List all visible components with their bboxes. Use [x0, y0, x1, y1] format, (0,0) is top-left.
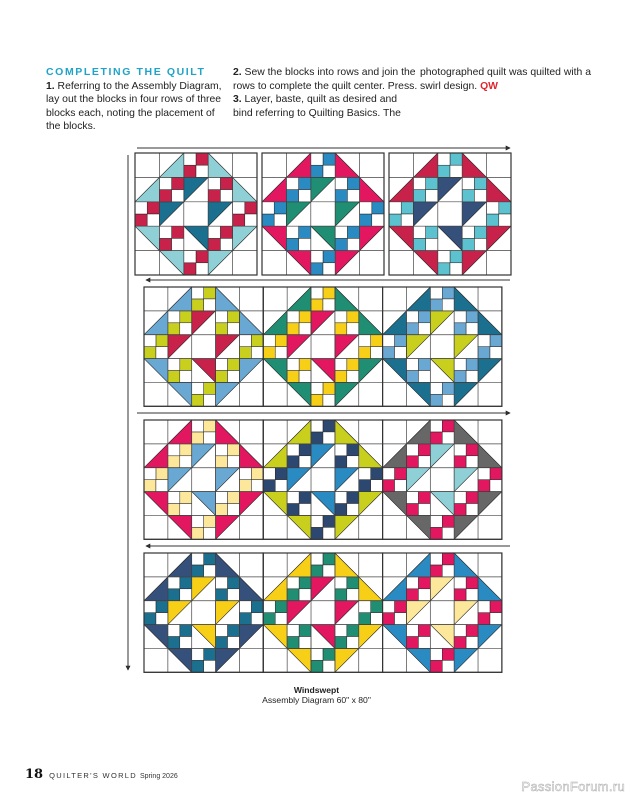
step-text: Referring to the Assembly Diagram, lay out the blocks in four rows of three blocks each, noting the placement of the blocks. — [46, 80, 222, 133]
section-heading: COMPLETING THE QUILT — [46, 66, 206, 78]
step-text: Layer, baste, quilt as desired and bind referring to Quilting Basics. The — [233, 94, 401, 119]
magazine-name: QUILTER'S WORLD — [49, 771, 137, 780]
step-text: Sew the blocks into rows and join the rows to complete the quilt center. Press. — [233, 67, 418, 92]
step-number: 1. — [46, 80, 55, 92]
end-mark: QW — [480, 80, 498, 92]
watermark: PassionForum.ru — [521, 779, 625, 794]
page-footer — [25, 767, 178, 782]
page-number: 18 — [25, 767, 44, 782]
issue-label: Spring 2026 — [139, 773, 178, 780]
step-number: 3. — [233, 94, 242, 106]
diagram-subtitle: Assembly Diagram 60" x 80" — [262, 695, 371, 705]
step-number: 2. — [233, 67, 242, 78]
diagram-title: Windswept — [293, 685, 340, 695]
continuation-text: photographed quilt was quilted with a swirl design. — [420, 67, 591, 92]
